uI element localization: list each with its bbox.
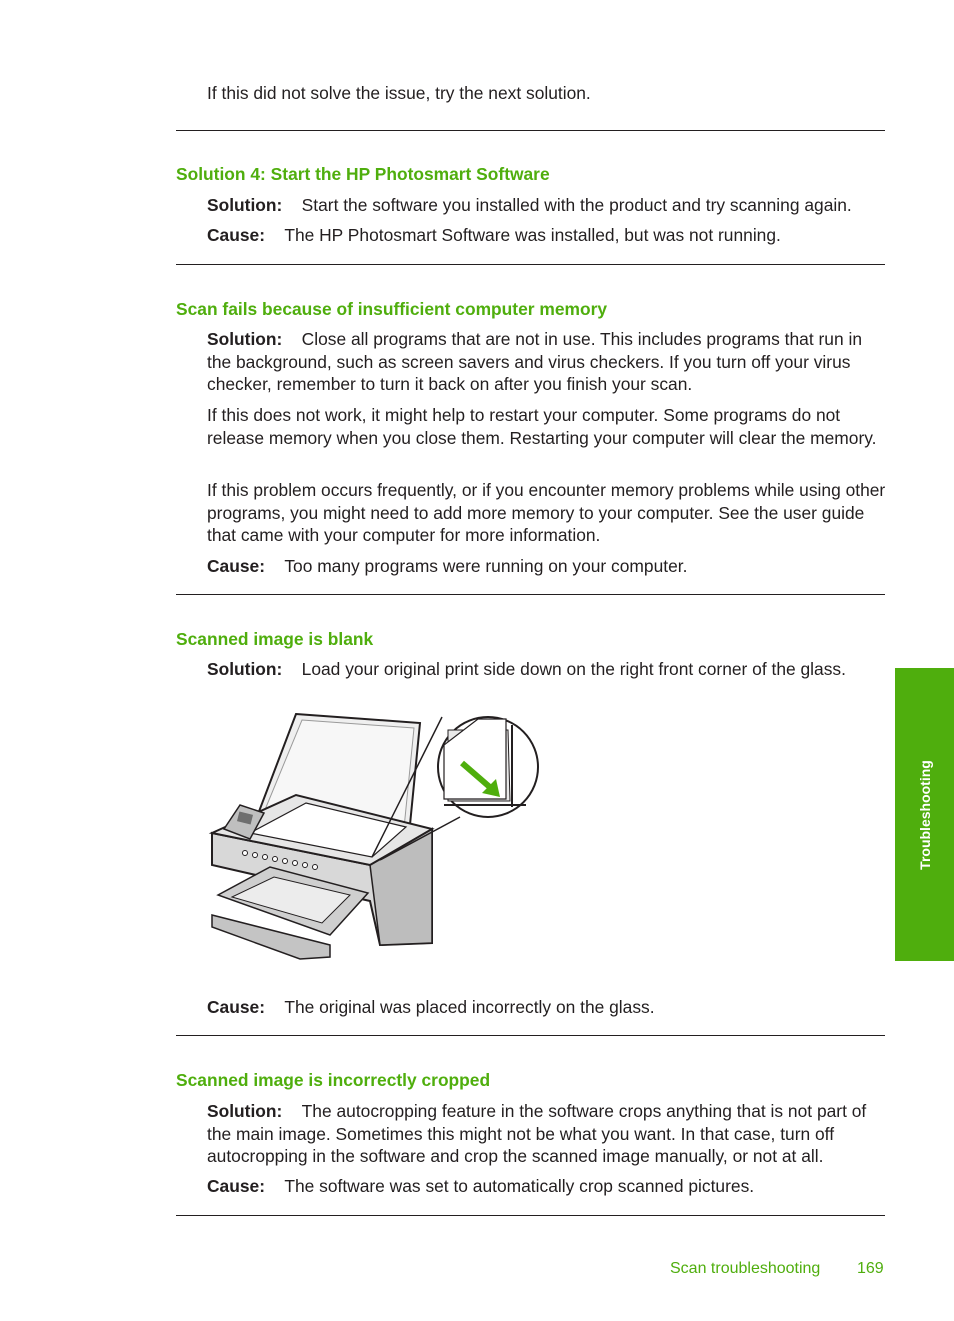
printer-glass-illustration [200, 705, 545, 965]
cause-paragraph [207, 555, 886, 578]
cause-label: Cause: [207, 1176, 265, 1196]
page-number: 169 [857, 1260, 884, 1277]
section-heading-insufficient-memory: Scan fails because of insufficient computer memory [176, 299, 608, 319]
solution-paragraph [207, 194, 886, 217]
cause-text: The HP Photosmart Software was installed, but was not running. [284, 225, 781, 245]
body-paragraph: If this does not work, it might help to restart your computer. Some programs do not release memory when you close them. Restarting your computer will clear the memory. [207, 405, 877, 448]
footer-section-title: Scan troubleshooting [670, 1260, 821, 1277]
cause-paragraph [207, 996, 886, 1019]
body-paragraph: If this problem occurs frequently, or if you encounter memory problems while using other programs, you might need to add more memory to your computer. See the user guide that came with your computer for more information. [207, 480, 886, 545]
section-divider [176, 1035, 885, 1036]
section-heading-image-blank: Scanned image is blank [176, 629, 374, 649]
solution-text: Load your original print side down on the right front corner of the glass. [301, 659, 846, 679]
solution-label: Solution: [207, 659, 283, 679]
section-divider [176, 264, 885, 265]
intro-text: If this did not solve the issue, try the next solution. [207, 83, 591, 103]
side-tab-label: Troubleshooting [916, 759, 933, 870]
section-divider [176, 1215, 885, 1216]
cause-paragraph [207, 1175, 886, 1198]
solution-text: Close all programs that are not in use. This includes programs that run in the background, such as screen savers and virus checkers. If you turn off your virus checker, remember to turn it back on after you finish your scan. [207, 329, 862, 394]
cause-text: The software was set to automatically crop scanned pictures. [284, 1176, 755, 1196]
solution-text: Start the software you installed with the product and try scanning again. [301, 195, 852, 215]
cause-label: Cause: [207, 997, 265, 1017]
solution-text: The autocropping feature in the software crops anything that is not part of the main image. Sometimes this might not be what you want. In that case, turn off autocropping in the software and crop the scanned image manually, or not at all. [207, 1101, 867, 1166]
solution-label: Solution: [207, 329, 283, 349]
solution-label: Solution: [207, 195, 283, 215]
cause-text: Too many programs were running on your computer. [284, 556, 688, 576]
solution-label: Solution: [207, 1101, 283, 1121]
cause-text: The original was placed incorrectly on the glass. [284, 997, 655, 1017]
chapter-side-tab [895, 668, 954, 961]
section-heading-start-software: Solution 4: Start the HP Photosmart Software [176, 164, 550, 184]
solution-paragraph [207, 1100, 886, 1168]
cause-label: Cause: [207, 225, 265, 245]
cause-paragraph [207, 224, 886, 247]
section-divider [176, 594, 885, 595]
cause-label: Cause: [207, 556, 265, 576]
section-heading-incorrectly-cropped: Scanned image is incorrectly cropped [176, 1070, 491, 1090]
section-divider [176, 130, 885, 131]
solution-paragraph [207, 658, 886, 681]
solution-paragraph [207, 328, 886, 396]
